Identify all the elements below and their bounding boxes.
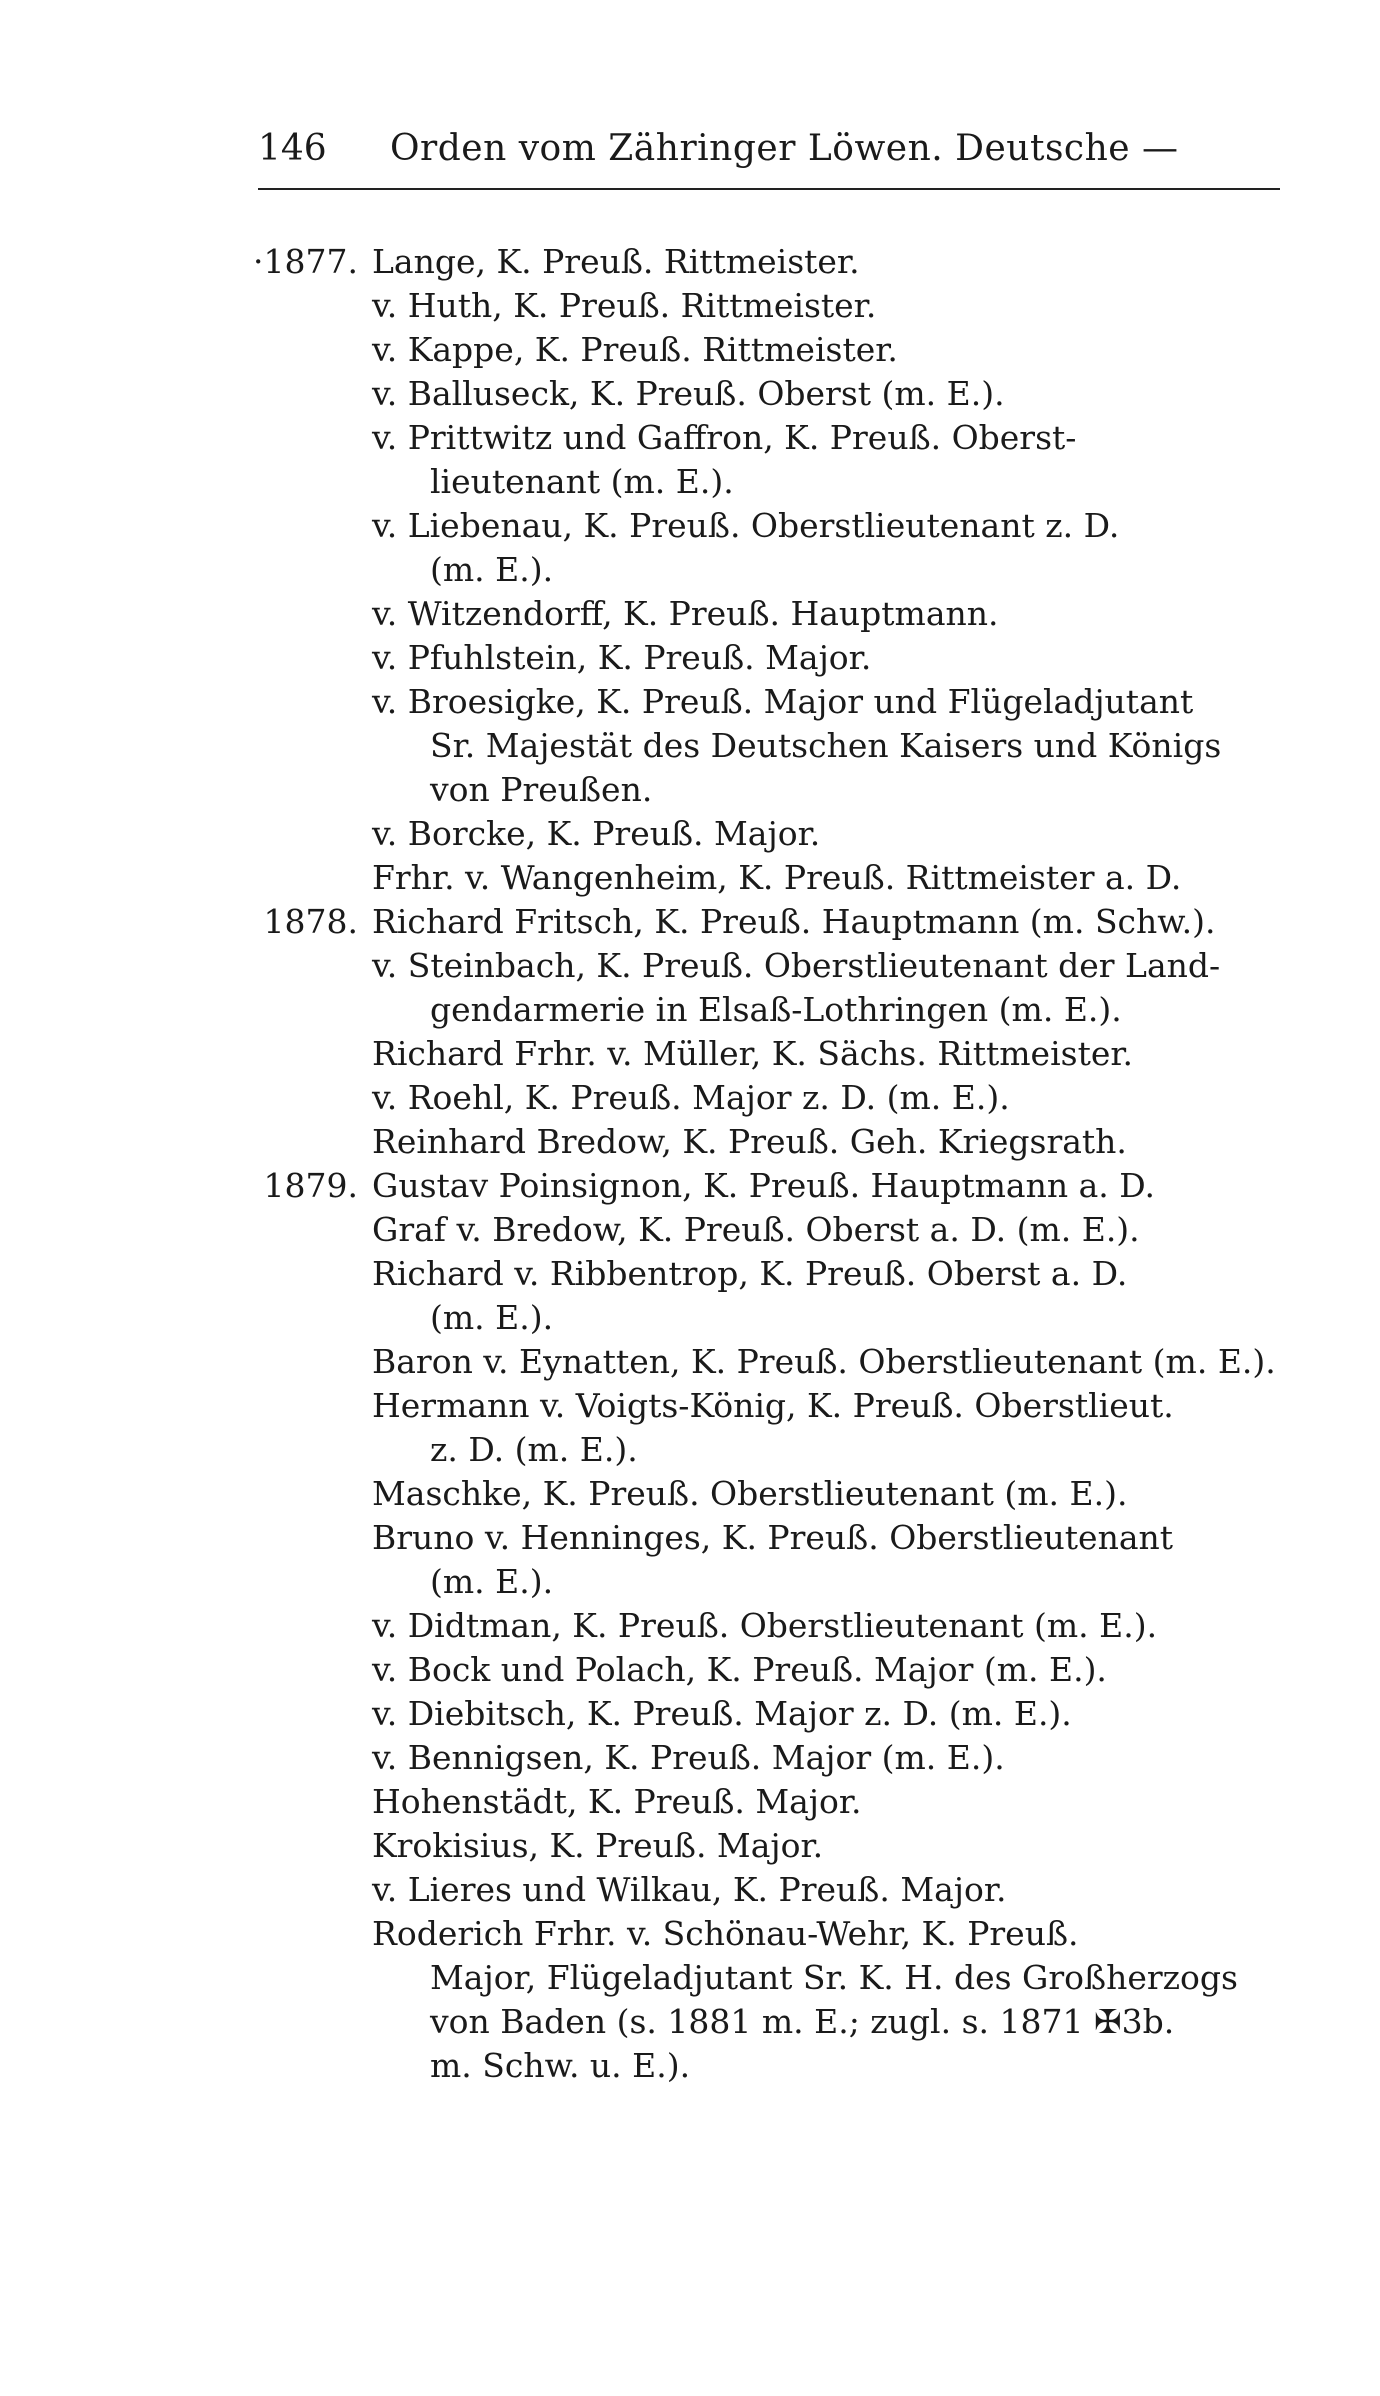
entry-line [0,680,1380,724]
entry-line [0,1560,1380,1604]
entry-line [0,1824,1380,1868]
entry-line [0,1252,1380,1296]
page-number: 146 [258,128,327,169]
entry-line [0,1648,1380,1692]
entry-line [0,2000,1380,2044]
entry-line [0,592,1380,636]
entry-line [0,1032,1380,1076]
entry-line [0,812,1380,856]
entry-text: v. Bennigsen, K. Preuß. Major (m. E.). [372,1738,1005,1777]
entry-continuation-text: z. D. (m. E.). [430,1430,638,1469]
entry-continuation-text: Sr. Majestät des Deutschen Kaisers und Königs [430,726,1222,765]
entry-line [0,1692,1380,1736]
entry-line [0,372,1380,416]
entry-continuation-text: (m. E.). [430,1298,554,1337]
entry-text: v. Huth, K. Preuß. Rittmeister. [372,286,877,325]
entry-text: v. Kappe, K. Preuß. Rittmeister. [372,330,898,369]
entry-line [0,1384,1380,1428]
entry-text: Roderich Frhr. v. Schönau-Wehr, K. Preuß. [372,1914,1079,1953]
entry-text: v. Didtman, K. Preuß. Oberstlieutenant (m. E.). [372,1606,1158,1645]
entry-text: v. Witzendorff, K. Preuß. Hauptmann. [372,594,999,633]
entry-continuation-text: lieutenant (m. E.). [430,462,734,501]
entry-text: Hermann v. Voigts-König, K. Preuß. Oberstlieut. [372,1386,1174,1425]
entry-line [0,1912,1380,1956]
entry-line [0,1428,1380,1472]
entry-continuation-text: von Baden (s. 1881 m. E.; zugl. s. 1871 ✠3b. [430,2002,1175,2041]
entry-text: v. Steinbach, K. Preuß. Oberstlieutenant der Land- [372,946,1221,985]
entry-text: Gustav Poinsignon, K. Preuß. Hauptmann a. D. [372,1166,1156,1205]
entry-line [0,1956,1380,2000]
entry-text: Maschke, K. Preuß. Oberstlieutenant (m. E.). [372,1474,1128,1513]
entry-text: v. Pfuhlstein, K. Preuß. Major. [372,638,872,677]
entry-line [0,1516,1380,1560]
entry-text: v. Roehl, K. Preuß. Major z. D. (m. E.). [372,1078,1010,1117]
entry-text: Richard Frhr. v. Müller, K. Sächs. Rittmeister. [372,1034,1133,1073]
entry-continuation-text: (m. E.). [430,1562,554,1601]
entry-text: v. Bock und Polach, K. Preuß. Major (m. E.). [372,1650,1107,1689]
entry-text: v. Balluseck, K. Preuß. Oberst (m. E.). [372,374,1005,413]
entry-line [0,504,1380,548]
entry-line [0,900,1380,944]
entry-text: v. Borcke, K. Preuß. Major. [372,814,821,853]
entry-continuation-text: (m. E.). [430,550,554,589]
entry-line [0,636,1380,680]
entry-text: Frhr. v. Wangenheim, K. Preuß. Rittmeister a. D. [372,858,1182,897]
entry-text: v. Prittwitz und Gaffron, K. Preuß. Oberst- [372,418,1077,457]
entry-line [0,1076,1380,1120]
entry-line [0,1868,1380,1912]
entry-text: v. Lieres und Wilkau, K. Preuß. Major. [372,1870,1007,1909]
entry-line [0,460,1380,504]
year-label: 1878. [263,902,358,941]
entry-line [0,1604,1380,1648]
entry-line [0,724,1380,768]
entry-line [0,1340,1380,1384]
page-header [258,128,1280,190]
entry-continuation-text: m. Schw. u. E.). [430,2046,691,2085]
entry-line [0,328,1380,372]
entry-line [0,944,1380,988]
entry-text: Graf v. Bredow, K. Preuß. Oberst a. D. (m. E.). [372,1210,1140,1249]
entry-line [0,2044,1380,2088]
entry-continuation-text: von Preußen. [430,770,653,809]
entry-text: Hohenstädt, K. Preuß. Major. [372,1782,862,1821]
year-label: 1879. [263,1166,358,1205]
entry-text: v. Liebenau, K. Preuß. Oberstlieutenant z. D. [372,506,1120,545]
entry-text: v. Broesigke, K. Preuß. Major und Flügeladjutant [372,682,1194,721]
entry-line [0,1296,1380,1340]
entry-text: Reinhard Bredow, K. Preuß. Geh. Kriegsrath. [372,1122,1127,1161]
entry-line [0,856,1380,900]
entry-line [0,1208,1380,1252]
entry-text: v. Diebitsch, K. Preuß. Major z. D. (m. E.). [372,1694,1072,1733]
entry-line [0,1780,1380,1824]
entry-text: Lange, K. Preuß. Rittmeister. [372,242,860,281]
entry-text: Baron v. Eynatten, K. Preuß. Oberstlieutenant (m. E.). [372,1342,1276,1381]
entry-line [0,768,1380,812]
entry-line [0,1736,1380,1780]
entry-line [0,1164,1380,1208]
entry-text: Richard v. Ribbentrop, K. Preuß. Oberst a. D. [372,1254,1128,1293]
entry-text: Richard Fritsch, K. Preuß. Hauptmann (m. Schw.). [372,902,1216,941]
entry-line [0,988,1380,1032]
entry-continuation-text: gendarmerie in Elsaß-Lothringen (m. E.). [430,990,1122,1029]
entry-text: Krokisius, K. Preuß. Major. [372,1826,824,1865]
entry-list [0,240,1380,2088]
entry-continuation-text: Major, Flügeladjutant Sr. K. H. des Großherzogs [430,1958,1238,1997]
entry-line [0,284,1380,328]
entry-line [0,416,1380,460]
running-title: Orden vom Zähringer Löwen. Deutsche — [390,128,1179,169]
entry-text: Bruno v. Henninges, K. Preuß. Oberstlieutenant [372,1518,1174,1557]
entry-line [0,240,1380,284]
entry-line [0,548,1380,592]
entry-line [0,1472,1380,1516]
entry-line [0,1120,1380,1164]
year-label: ·1877. [253,242,358,281]
